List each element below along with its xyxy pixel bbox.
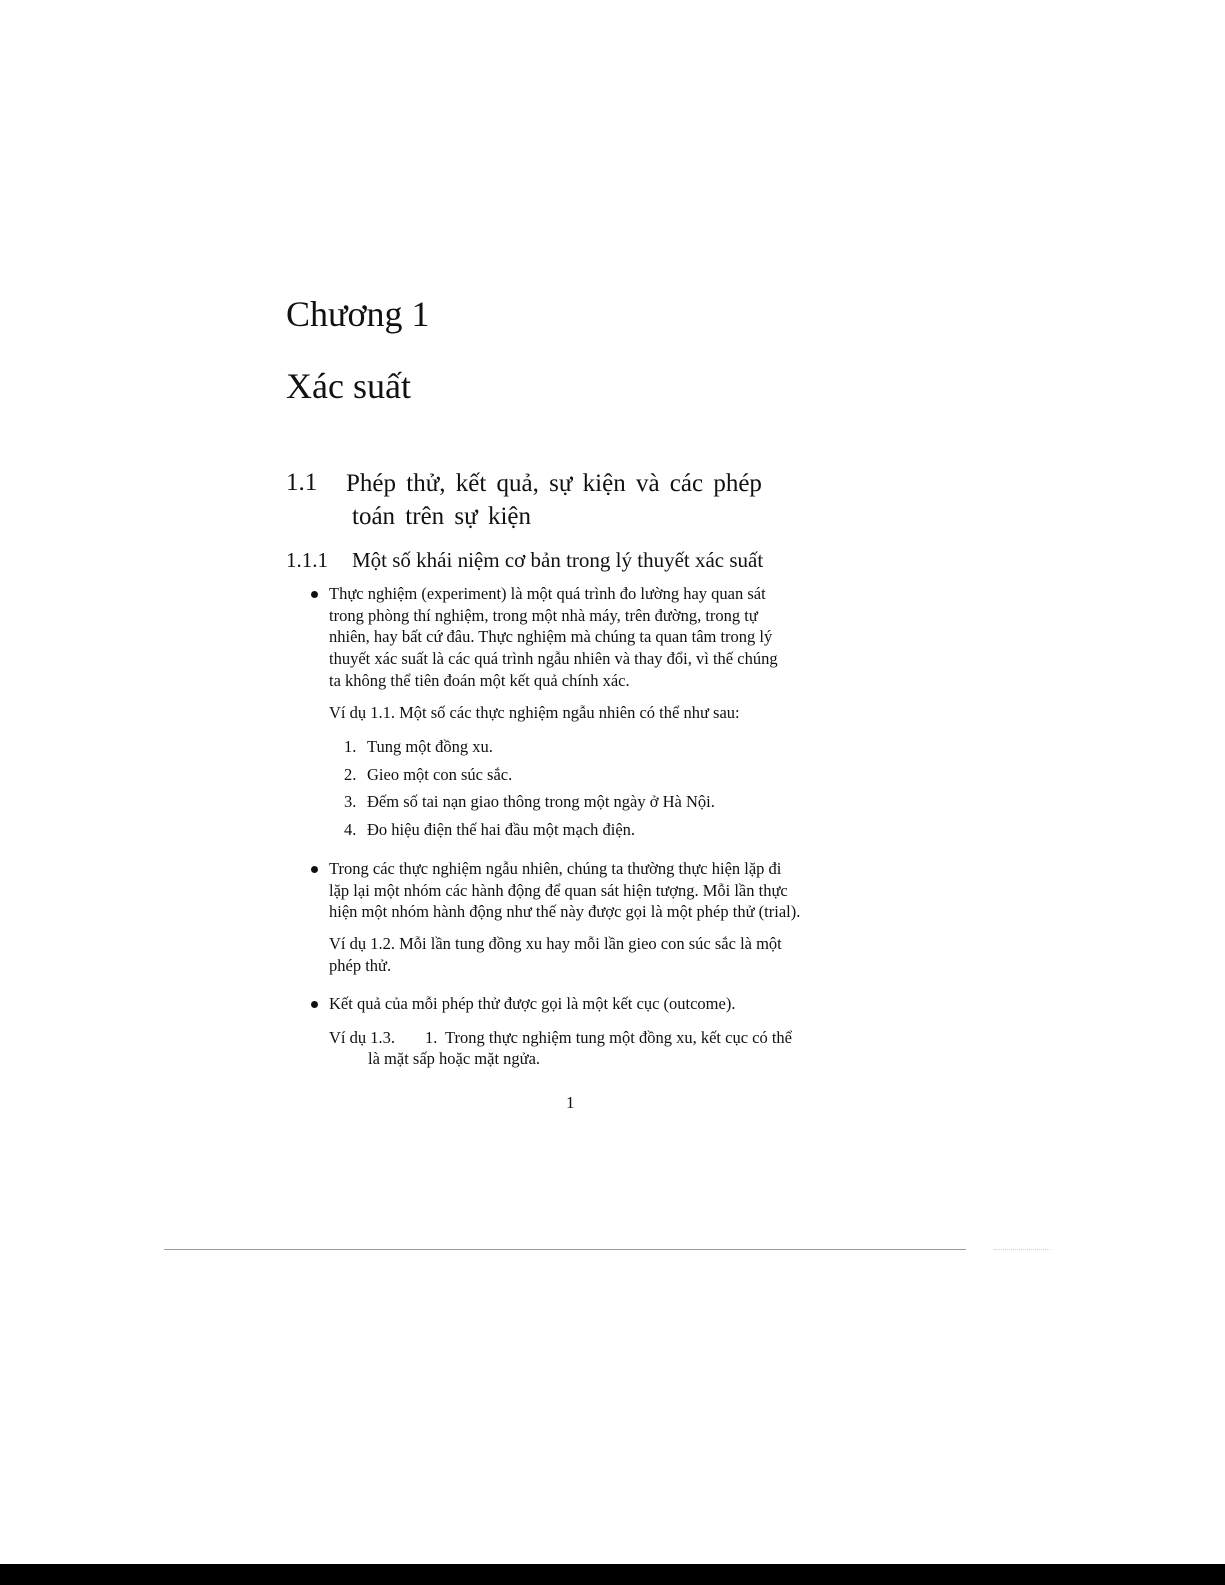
list-item: Đo hiệu điện thế hai đầu một mạch điện. — [367, 820, 636, 839]
bullet-icon — [311, 866, 318, 873]
chapter-label: Chương 1 — [286, 294, 430, 334]
list-item-number: 4. — [344, 820, 357, 839]
text-line: hiện một nhóm hành động như thế này được gọi là một phép thử (trial). — [329, 902, 801, 922]
section-title-line-1: Phép thử, kết quả, sự kiện và các phép — [346, 470, 762, 497]
list-item-number: 1. — [344, 737, 357, 756]
text-line: ta không thể tiên đoán một kết quả chính xác. — [329, 670, 630, 690]
list-item-number: 3. — [344, 792, 357, 811]
text-line: Trong các thực nghiệm ngẫu nhiên, chúng ta thường thực hiện lặp đi — [329, 859, 782, 878]
bullet-1-paragraph — [329, 583, 849, 692]
example-1-3-label: Ví dụ 1.3. — [329, 1028, 395, 1047]
text-line: Thực nghiệm (experiment) là một quá trình đo lường hay quan sát — [329, 584, 766, 603]
section-title — [346, 467, 786, 533]
list-item: Gieo một con súc sắc. — [367, 765, 513, 784]
list-item: Tung một đồng xu. — [367, 737, 493, 756]
example-1-3-item-line-2: là mặt sấp hoặc mặt ngửa. — [368, 1049, 541, 1068]
example-1-2 — [329, 933, 849, 976]
bullet-icon — [311, 1001, 318, 1008]
section-number: 1.1 — [286, 469, 318, 496]
page-separator-line — [164, 1249, 966, 1250]
bullet-icon — [311, 591, 318, 598]
text-line: Ví dụ 1.2. Mỗi lần tung đồng xu hay mỗi lần gieo con súc sắc là một — [329, 934, 782, 953]
list-item-number: 2. — [344, 765, 357, 784]
text-line: nhiên, hay bất cứ đâu. Thực nghiệm mà chúng ta quan tâm trong lý — [329, 627, 773, 647]
subsection-number: 1.1.1 — [286, 548, 328, 572]
bullet-2-paragraph — [329, 858, 859, 923]
chapter-title: Xác suất — [286, 366, 411, 406]
section-title-line-2: toán trên sự kiện — [352, 503, 531, 530]
text-line: thuyết xác suất là các quá trình ngẫu nhiên và thay đổi, vì thế chúng — [329, 649, 778, 669]
bullet-3-paragraph — [329, 993, 849, 1015]
list-item: Đếm số tai nạn giao thông trong một ngày ở Hà Nội. — [367, 792, 715, 811]
example-1-3-item-line-1: Trong thực nghiệm tung một đồng xu, kết cục có thể — [445, 1028, 792, 1047]
bottom-black-bar — [0, 1564, 1225, 1585]
separator-dots — [994, 1249, 1050, 1251]
page-number: 1 — [566, 1093, 575, 1112]
example-1-3-item-number: 1. — [425, 1028, 438, 1047]
text-line: trong phòng thí nghiệm, trong một nhà máy, trên đường, trong tự — [329, 605, 758, 625]
subsection-title: Một số khái niệm cơ bản trong lý thuyết xác suất — [352, 548, 764, 572]
example-1-1: Ví dụ 1.1. Một số các thực nghiệm ngẫu nhiên có thể như sau: — [329, 703, 740, 722]
text-line: Kết quả của mỗi phép thử được gọi là một kết cục (outcome). — [329, 994, 736, 1013]
text-line: lặp lại một nhóm các hành động để quan sát hiện tượng. Mỗi lần thực — [329, 880, 788, 900]
text-line: phép thử. — [329, 955, 392, 975]
